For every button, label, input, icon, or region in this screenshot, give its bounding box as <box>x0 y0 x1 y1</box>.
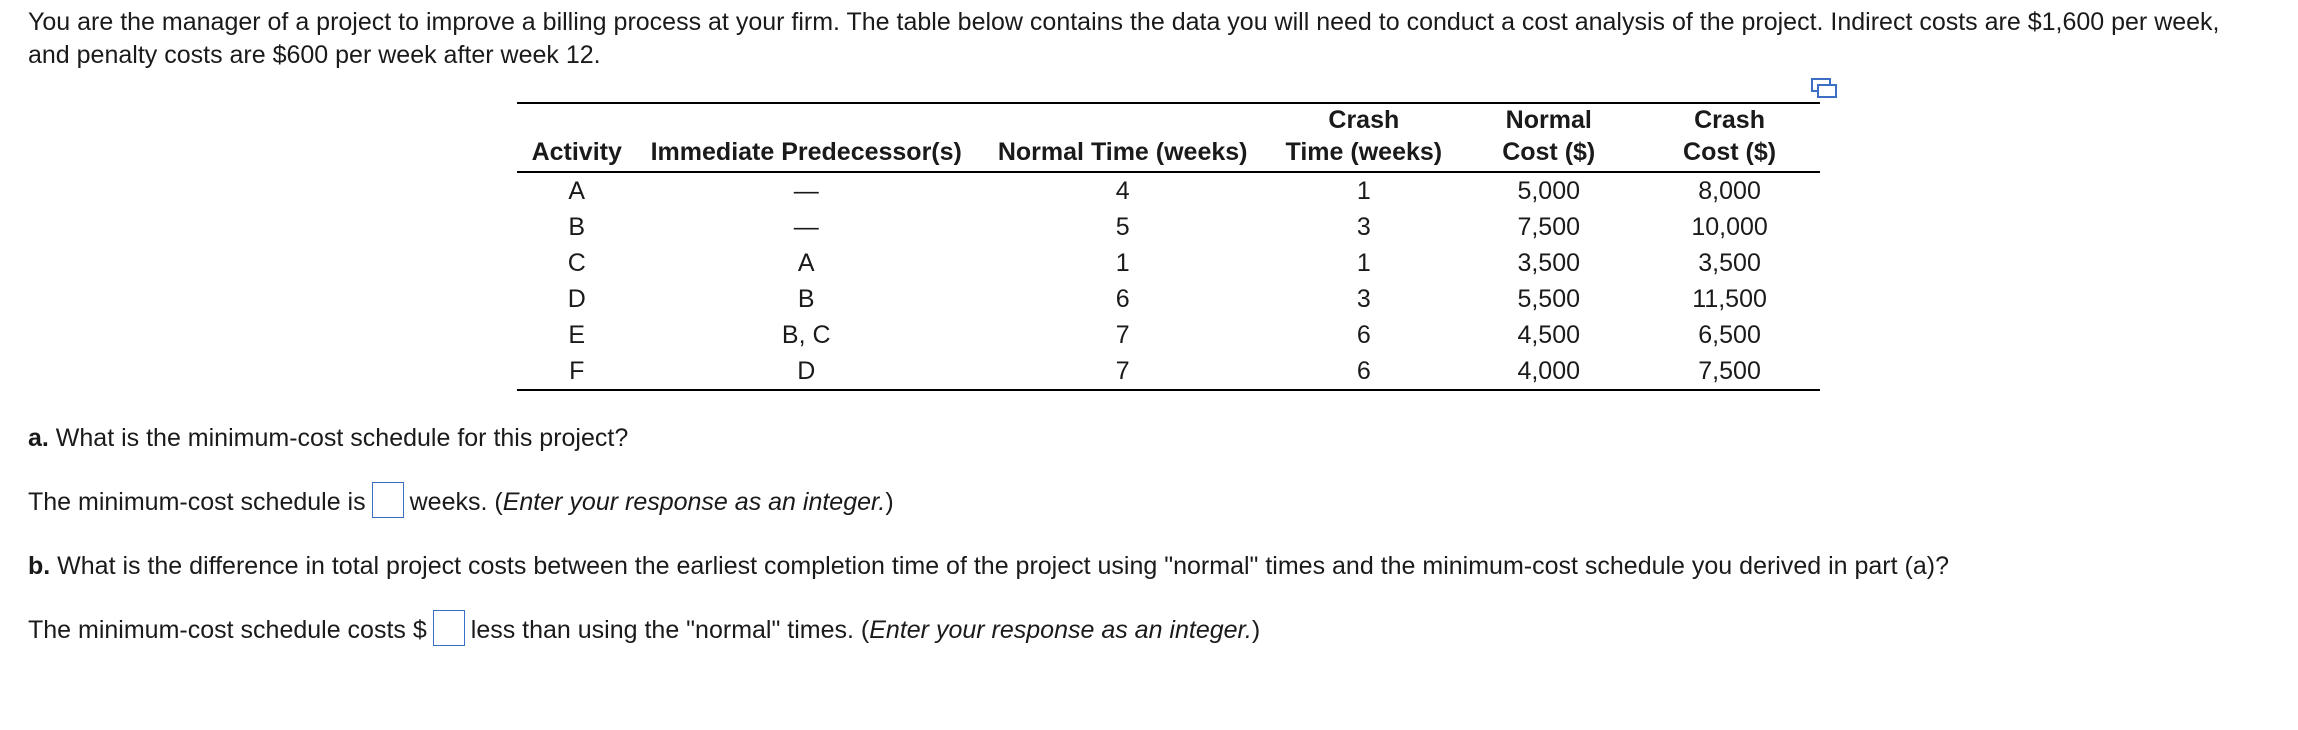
question-a <box>28 422 628 454</box>
header-crash-time: Crash Time (weeks) <box>1269 103 1458 172</box>
answer-b-suffix: less than using the "normal" times. ( <box>470 616 870 644</box>
cell-normal-time: 7 <box>1115 321 1130 349</box>
cell-predecessors: — <box>793 213 819 241</box>
cell-normal-cost: 5,000 <box>1517 177 1581 205</box>
answer-b-hint: Enter your response as an integer. <box>869 616 1252 644</box>
cell-crash-cost: 6,500 <box>1698 321 1761 349</box>
cell-crash-cost: 8,000 <box>1698 177 1761 205</box>
cell-normal-time: 7 <box>976 353 1269 390</box>
cell-crash-time: 1 <box>1356 249 1371 277</box>
cell-activity: C <box>567 249 586 277</box>
cell-normal-cost: 4,500 <box>1517 321 1581 349</box>
table-row <box>517 245 1820 281</box>
answer-b-prefix: The minimum-cost schedule costs $ <box>28 616 427 644</box>
cell-predecessors: B <box>797 285 815 313</box>
header-normal-time: Normal Time (weeks) <box>976 103 1269 172</box>
question-b-label: b. <box>28 552 51 580</box>
cell-activity: B <box>568 213 586 241</box>
cell-predecessors: D <box>636 353 976 390</box>
cell-crash-time: 6 <box>1356 321 1371 349</box>
cell-normal-time: 5 <box>1115 213 1130 241</box>
cell-crash-time: 3 <box>1356 213 1371 241</box>
cell-activity: F <box>517 353 636 390</box>
header-normal-cost: Normal Cost ($) <box>1458 103 1639 172</box>
cell-crash-cost: 3,500 <box>1698 249 1761 277</box>
table-row <box>517 317 1820 353</box>
question-b-text: What is the difference in total project costs between the earliest completion time of the project using "normal" times and the minimum-cost schedule you derived in part (a)? <box>50 552 1949 580</box>
cell-crash-cost: 7,500 <box>1639 353 1820 390</box>
cell-crash-time: 6 <box>1269 353 1458 390</box>
answer-b-input[interactable] <box>433 610 465 646</box>
cell-predecessors: — <box>793 177 819 205</box>
cell-normal-time: 1 <box>1115 249 1130 277</box>
answer-a-line <box>28 486 894 518</box>
question-a-text: What is the minimum-cost schedule for this project? <box>48 424 629 452</box>
cell-activity: D <box>567 285 586 313</box>
answer-a-prefix: The minimum-cost schedule is <box>28 488 366 516</box>
cell-crash-time: 3 <box>1356 285 1371 313</box>
answer-a-close: ) <box>885 488 894 516</box>
table-header-row <box>517 103 1820 172</box>
answer-a-hint: Enter your response as an integer. <box>502 488 886 516</box>
cell-activity: A <box>568 177 586 205</box>
header-crash-cost: Crash Cost ($) <box>1639 103 1820 172</box>
table-row <box>517 353 1820 390</box>
cell-activity: E <box>568 321 586 349</box>
problem-intro: You are the manager of a project to improve a billing process at your firm. The table below contains the data you will need to conduct a cost analysis of the project. Indirect costs are $1,600 per week, and penalty costs are $600 per week after week 12. <box>28 8 2220 69</box>
cell-normal-cost: 4,000 <box>1458 353 1639 390</box>
table-row <box>517 209 1820 245</box>
table-row <box>517 281 1820 317</box>
copy-table-icon[interactable] <box>1810 77 1838 99</box>
cell-predecessors: B, C <box>781 321 831 349</box>
answer-a-suffix: weeks. ( <box>409 488 503 516</box>
answer-b-line <box>28 614 1260 646</box>
cell-crash-cost: 10,000 <box>1691 213 1768 241</box>
cell-normal-time: 4 <box>1115 177 1130 205</box>
cell-predecessors: A <box>797 249 815 277</box>
cell-normal-cost: 7,500 <box>1517 213 1581 241</box>
table-row <box>517 172 1820 209</box>
cell-crash-time: 1 <box>1356 177 1371 205</box>
header-activity: Activity <box>517 103 636 172</box>
answer-b-close: ) <box>1251 616 1261 644</box>
question-b <box>28 550 1949 582</box>
cell-normal-cost: 3,500 <box>1517 249 1581 277</box>
question-a-label: a. <box>28 424 49 452</box>
cell-normal-time: 6 <box>1115 285 1130 313</box>
header-predecessors: Immediate Predecessor(s) <box>636 103 976 172</box>
answer-a-input[interactable] <box>372 482 404 518</box>
activity-data-table <box>517 102 1820 391</box>
cell-crash-cost: 11,500 <box>1692 285 1767 313</box>
cell-normal-cost: 5,500 <box>1517 285 1581 313</box>
